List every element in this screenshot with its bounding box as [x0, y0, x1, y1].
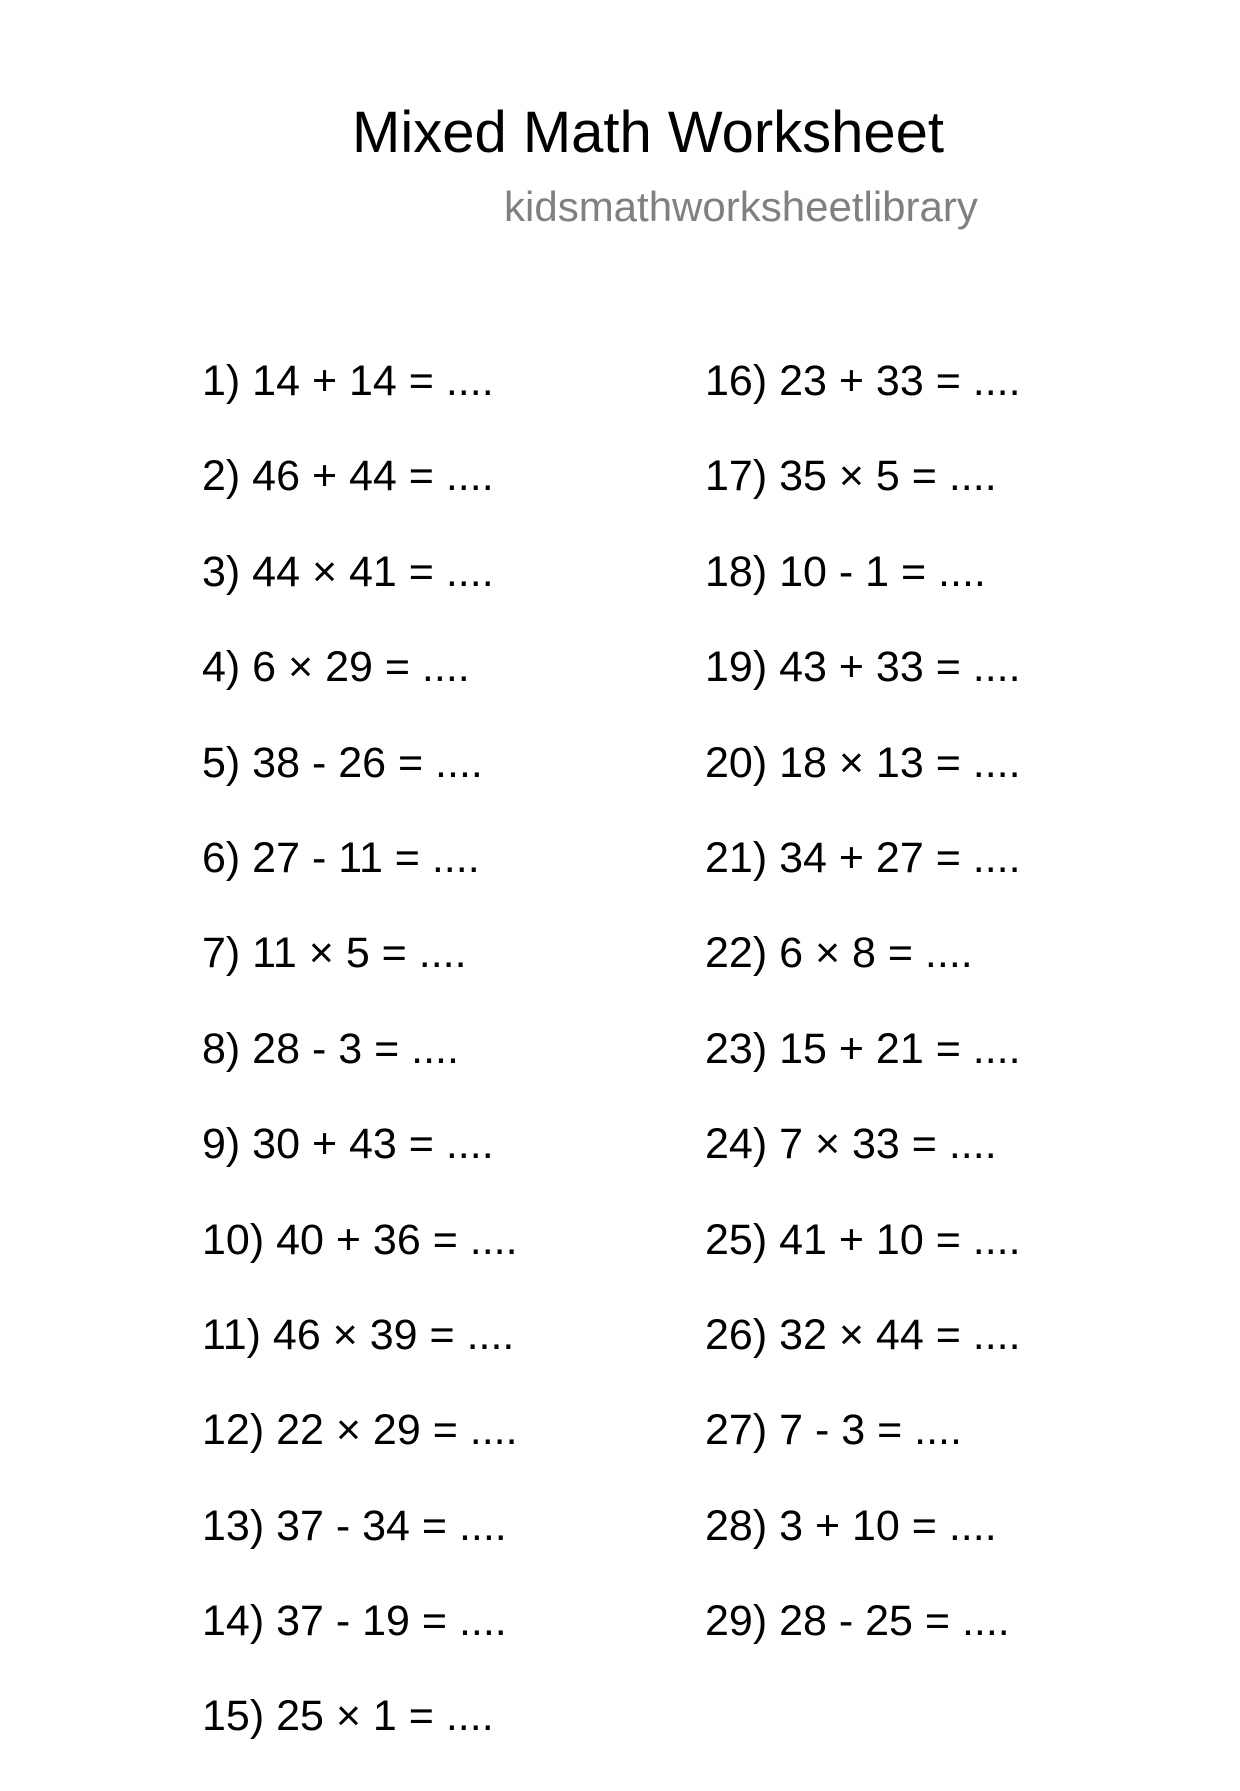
problem-column-right — [705, 357, 1021, 1695]
math-problem: 12) 22 × 29 = .... — [202, 1406, 518, 1455]
math-problem: 27) 7 - 3 = .... — [705, 1406, 962, 1455]
math-problem: 19) 43 + 33 = .... — [705, 643, 1021, 692]
math-problem: 28) 3 + 10 = .... — [705, 1501, 997, 1550]
worksheet-source: kidsmathworksheetlibrary — [504, 183, 978, 230]
math-problem: 17) 35 × 5 = .... — [705, 452, 997, 501]
math-problem: 5) 38 - 26 = .... — [202, 738, 483, 787]
math-problem: 25) 41 + 10 = .... — [705, 1215, 1021, 1264]
math-problem: 2) 46 + 44 = .... — [202, 452, 494, 501]
math-problem: 18) 10 - 1 = .... — [705, 547, 986, 596]
math-problem: 13) 37 - 34 = .... — [202, 1501, 507, 1550]
math-problem: 24) 7 × 33 = .... — [705, 1120, 997, 1169]
math-problem: 14) 37 - 19 = .... — [202, 1597, 507, 1646]
math-problem: 6) 27 - 11 = .... — [202, 833, 480, 882]
math-problem: 22) 6 × 8 = .... — [705, 929, 973, 978]
math-problem: 11) 46 × 39 = .... — [202, 1310, 515, 1359]
math-problem: 9) 30 + 43 = .... — [202, 1120, 494, 1169]
math-problem: 16) 23 + 33 = .... — [705, 357, 1021, 405]
math-problem: 4) 6 × 29 = .... — [202, 643, 470, 692]
problem-column-left — [202, 357, 518, 1791]
math-problem: 20) 18 × 13 = .... — [705, 738, 1021, 787]
math-problem: 3) 44 × 41 = .... — [202, 547, 494, 596]
math-problem: 1) 14 + 14 = .... — [202, 357, 494, 405]
math-problem: 23) 15 + 21 = .... — [705, 1024, 1021, 1073]
math-problem: 10) 40 + 36 = .... — [202, 1215, 518, 1264]
worksheet-title: Mixed Math Worksheet — [352, 100, 945, 165]
math-problem: 29) 28 - 25 = .... — [705, 1597, 1010, 1646]
math-problem: 15) 25 × 1 = .... — [202, 1692, 494, 1741]
math-problem: 21) 34 + 27 = .... — [705, 833, 1021, 882]
math-problem: 7) 11 × 5 = .... — [202, 929, 467, 978]
math-problem: 8) 28 - 3 = .... — [202, 1024, 459, 1073]
math-problem: 26) 32 × 44 = .... — [705, 1310, 1021, 1359]
